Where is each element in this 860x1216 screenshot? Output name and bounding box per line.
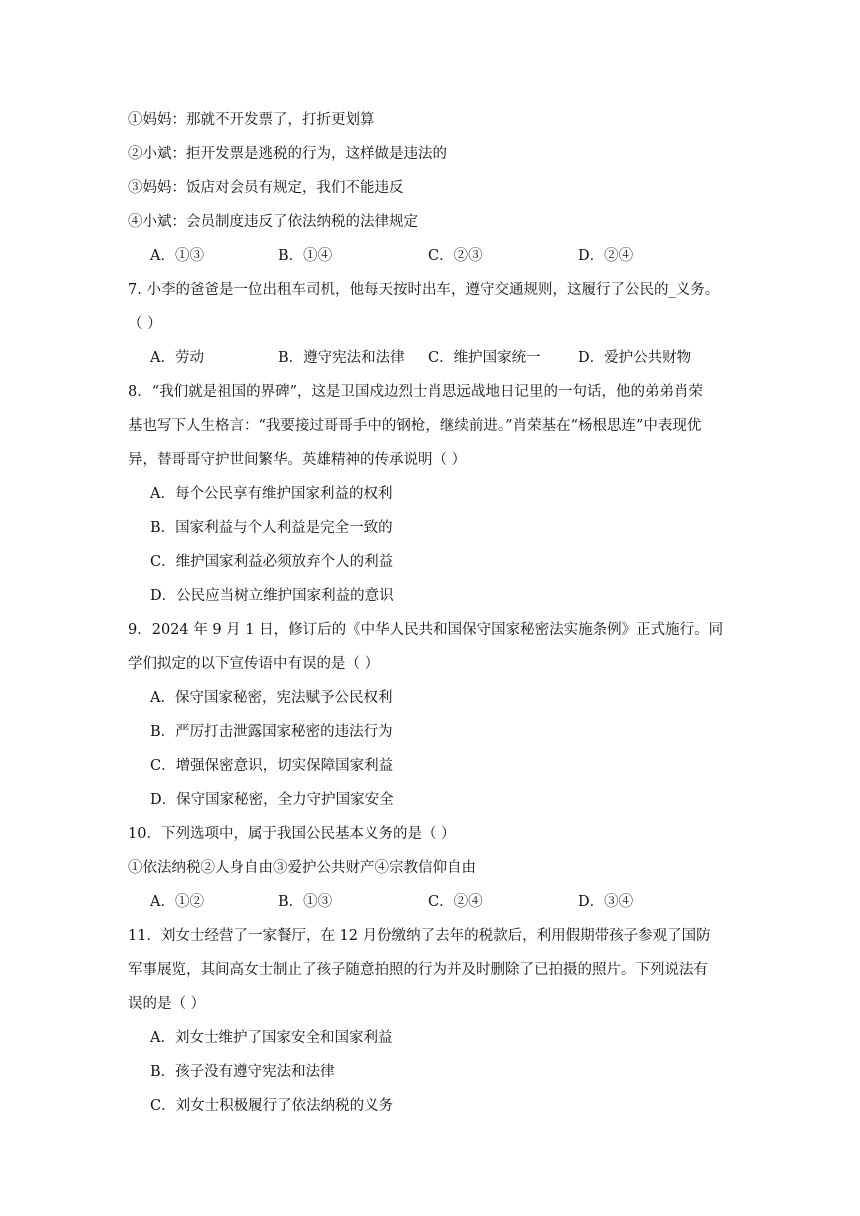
q9-option-d[interactable]: D．保守国家秘密，全力守护国家安全 xyxy=(150,792,394,808)
q7-option-c[interactable]: C．维护国家统一 xyxy=(428,350,541,366)
q6-option-c[interactable]: C．②③ xyxy=(428,248,483,264)
q10-option-c[interactable]: C．②④ xyxy=(428,894,483,910)
q8-option-c[interactable]: C．维护国家利益必须放弃个人的利益 xyxy=(150,554,394,570)
q9-stem-line-2: 学们拟定的以下宣传语中有误的是（ ） xyxy=(128,656,380,672)
q11-stem-line-1: 11．刘女士经营了一家餐厅，在 12 月份缴纳了去年的税款后，利用假期带孩子参观了国防 xyxy=(128,928,711,944)
q8-stem-line-3: 异，替哥哥守护世间繁华。英雄精神的传承说明（ ） xyxy=(128,452,467,468)
q11-stem-line-3: 误的是（ ） xyxy=(128,996,206,1012)
q6-statement-3: ③妈妈：饭店对会员有规定，我们不能违反 xyxy=(128,180,404,196)
q7-stem-line-1: 7. 小李的爸爸是一位出租车司机，他每天按时出车，遵守交通规则，这履行了公民的_义务。 xyxy=(128,282,720,298)
q11-option-b[interactable]: B．孩子没有遵守宪法和法律 xyxy=(150,1064,335,1080)
q11-stem-line-2: 军事展览，其间高女士制止了孩子随意拍照的行为并及时删除了已拍摄的照片。下列说法有 xyxy=(128,962,708,978)
q6-statement-1: ①妈妈：那就不开发票了，打折更划算 xyxy=(128,112,375,128)
q6-option-d[interactable]: D．②④ xyxy=(578,248,634,264)
q7-option-b[interactable]: B．遵守宪法和法律 xyxy=(278,350,405,366)
q7-stem-line-2: （ ） xyxy=(128,316,162,332)
q8-stem-line-1: 8．“我们就是祖国的界碑”，这是卫国戍边烈士肖思远战地日记里的一句话，他的弟弟肖荣 xyxy=(128,384,704,400)
q10-option-d[interactable]: D．③④ xyxy=(578,894,634,910)
q6-option-a[interactable]: A．①③ xyxy=(150,248,204,264)
q10-statements: ①依法纳税②人身自由③爱护公共财产④宗教信仰自由 xyxy=(128,860,476,876)
q8-option-a[interactable]: A．每个公民享有维护国家利益的权利 xyxy=(150,486,393,502)
q7-options xyxy=(150,347,750,369)
q8-option-b[interactable]: B．国家利益与个人利益是完全一致的 xyxy=(150,520,393,536)
q6-options xyxy=(150,245,750,267)
q10-option-b[interactable]: B．①③ xyxy=(278,894,333,910)
q11-option-c[interactable]: C．刘女士积极履行了依法纳税的义务 xyxy=(150,1098,394,1114)
q6-statement-2: ②小斌：拒开发票是逃税的行为，这样做是违法的 xyxy=(128,146,447,162)
q8-stem-line-2: 基也写下人生格言：“我要接过哥哥手中的钢枪，继续前进。”肖荣基在“杨根思连”中表现优 xyxy=(128,418,702,434)
q6-statement-4: ④小斌：会员制度违反了依法纳税的法律规定 xyxy=(128,214,418,230)
q7-option-a[interactable]: A．劳动 xyxy=(150,350,204,366)
q10-option-a[interactable]: A．①② xyxy=(150,894,204,910)
q9-option-a[interactable]: A．保守国家秘密，宪法赋予公民权利 xyxy=(150,690,393,706)
q7-option-d[interactable]: D．爱护公共财物 xyxy=(578,350,692,366)
q8-option-d[interactable]: D．公民应当树立维护国家利益的意识 xyxy=(150,588,394,604)
q9-option-b[interactable]: B．严厉打击泄露国家秘密的违法行为 xyxy=(150,724,393,740)
q10-options xyxy=(150,891,750,913)
q10-stem: 10．下列选项中，属于我国公民基本义务的是（ ） xyxy=(128,826,456,842)
q9-option-c[interactable]: C．增强保密意识，切实保障国家利益 xyxy=(150,758,394,774)
q9-stem-line-1: 9．2024 年 9 月 1 日，修订后的《中华人民共和国保守国家秘密法实施条例》正式施行。同 xyxy=(128,622,724,638)
q6-option-b[interactable]: B．①④ xyxy=(278,248,333,264)
q11-option-a[interactable]: A．刘女士维护了国家安全和国家利益 xyxy=(150,1030,393,1046)
